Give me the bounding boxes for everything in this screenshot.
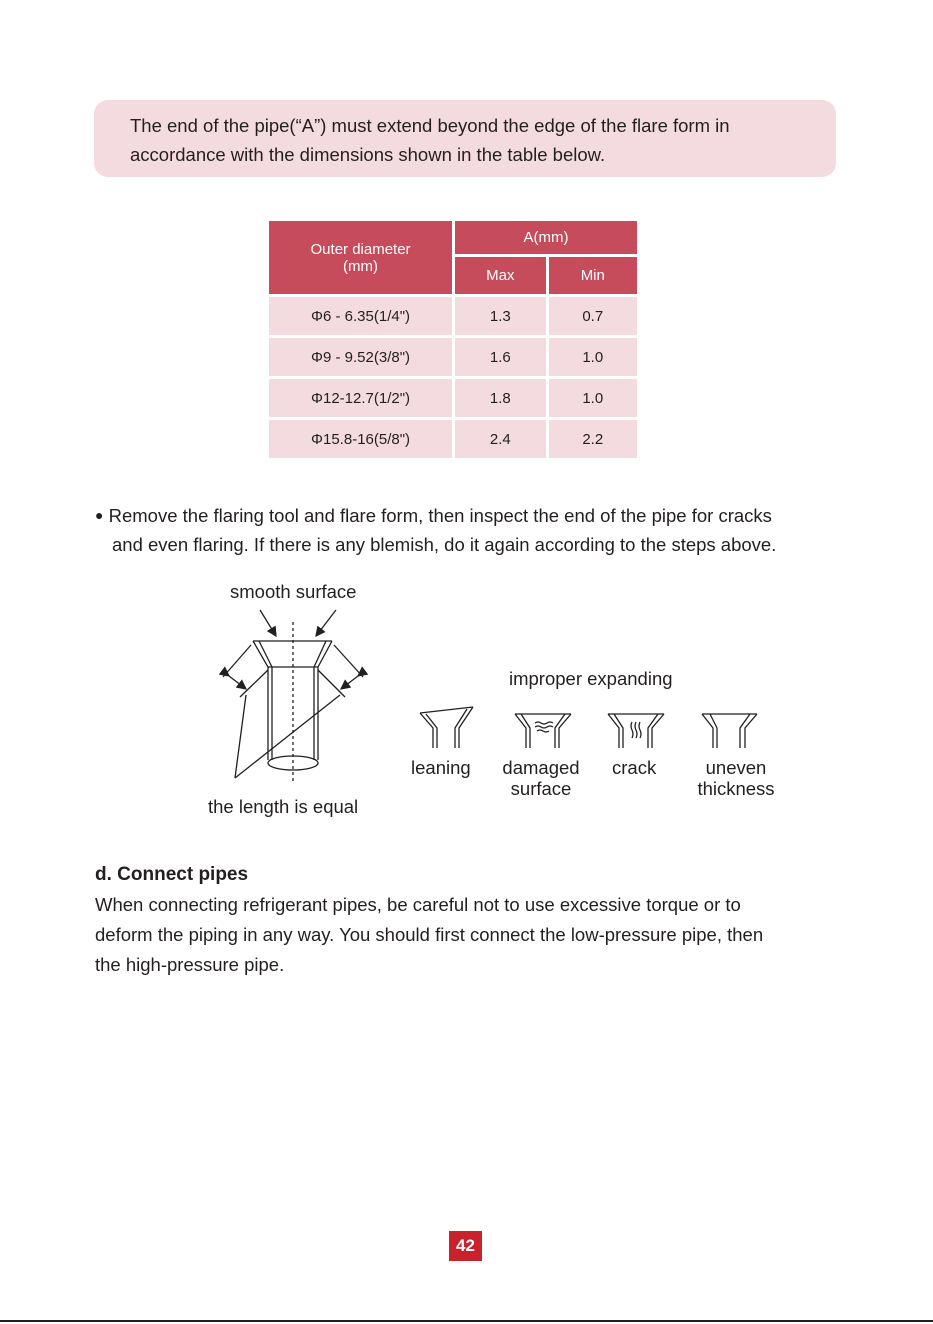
- bullet-line-2: and even flaring. If there is any blemish, do it again according to the steps above.: [112, 534, 777, 555]
- header-outer-diameter-line2: (mm): [343, 257, 379, 275]
- cell-diameter: Φ12-12.7(1/2"): [269, 379, 452, 417]
- cell-min: 1.0: [549, 379, 637, 417]
- cell-max: 1.8: [455, 379, 545, 417]
- header-min: Min: [549, 257, 637, 294]
- note-line-1: The end of the pipe(“A”) must extend beyond the edge of the flare form in: [130, 115, 730, 136]
- cell-min: 0.7: [549, 297, 637, 335]
- label-uneven-thickness: [692, 757, 780, 799]
- header-max: Max: [455, 257, 545, 294]
- cell-max: 2.4: [455, 420, 545, 458]
- label-improper-expanding: improper expanding: [509, 668, 673, 689]
- label-uneven-line2: thickness: [697, 778, 775, 799]
- label-uneven-line1: uneven: [705, 757, 767, 778]
- cell-diameter: Φ9 - 9.52(3/8"): [269, 338, 452, 376]
- label-length-equal: the length is equal: [208, 796, 359, 817]
- correct-flare-drawing: [223, 610, 363, 782]
- label-damaged-line1: damaged: [502, 757, 580, 778]
- cell-max: 1.6: [455, 338, 545, 376]
- cell-diameter: Φ15.8-16(5/8"): [269, 420, 452, 458]
- cell-min: 1.0: [549, 338, 637, 376]
- section-line-3: the high-pressure pipe.: [95, 954, 285, 975]
- page-number: 42: [449, 1231, 482, 1261]
- header-a-mm: A(mm): [455, 221, 637, 254]
- note-line-2: accordance with the dimensions shown in the table below.: [130, 144, 606, 165]
- cell-min: 2.2: [549, 420, 637, 458]
- section-line-1: When connecting refrigerant pipes, be careful not to use excessive torque or to: [95, 894, 741, 915]
- bullet-line-1: Remove the flaring tool and flare form, then inspect the end of the pipe for cracks: [108, 505, 772, 526]
- label-damaged-surface: [498, 757, 584, 799]
- section-heading: d. Connect pipes: [95, 864, 249, 885]
- label-smooth-surface: smooth surface: [230, 581, 357, 602]
- bottom-rule: [0, 1320, 933, 1322]
- improper-flare-drawings: [420, 707, 757, 748]
- section-paragraph: [95, 890, 855, 980]
- label-leaning: leaning: [411, 757, 471, 778]
- label-crack: crack: [612, 757, 657, 778]
- label-damaged-line2: surface: [510, 778, 572, 799]
- bullet-marker: ●: [95, 507, 104, 523]
- cell-diameter: Φ6 - 6.35(1/4"): [269, 297, 452, 335]
- header-outer-diameter-line1: Outer diameter: [310, 240, 411, 258]
- cell-max: 1.3: [455, 297, 545, 335]
- section-line-2: deform the piping in any way. You should first connect the low-pressure pipe, then: [95, 924, 764, 945]
